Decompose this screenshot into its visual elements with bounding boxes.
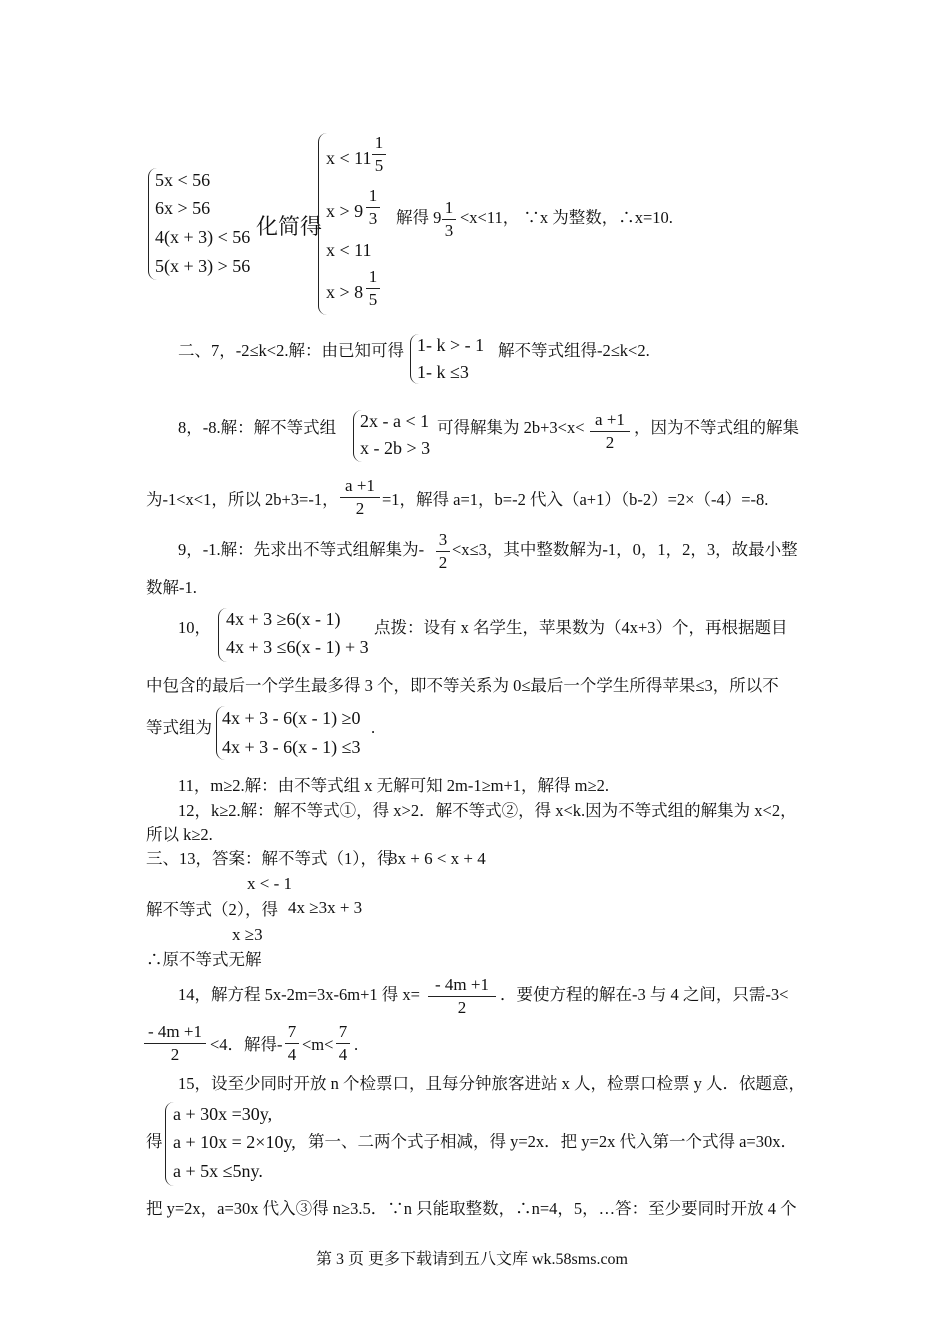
q7-after: 解不等式组得-2≤k<2. <box>498 341 650 360</box>
solve-text: <x<11， ∵x 为整数，∴x=10. <box>460 208 673 227</box>
page-footer: 第 3 页 更多下载请到五八文库 wk.58sms.com <box>316 1251 629 1268</box>
q9-post: <x≤3，其中整数解为-1，0，1，2，3，故最小整 <box>452 540 798 559</box>
q10-line3: 等式组为 <box>146 718 212 737</box>
mixed-fraction: 1 5 <box>372 133 386 176</box>
q14-line2c: . <box>354 1035 359 1054</box>
eq-line: a + 10x = 2×10y, <box>173 1132 296 1152</box>
fraction: 7 4 <box>336 1022 350 1065</box>
q15-de: 得 <box>146 1132 163 1151</box>
eq-line: 4x + 3 - 6(x - 1) ≥0 <box>222 708 361 728</box>
q14-line2: <4．解得- <box>210 1035 283 1054</box>
q14-post: ．要使方程的解在-3 与 4 之间，只需-3< <box>500 985 789 1004</box>
q8-line2: 为-1<x<1，所以 2b+3=-1， <box>146 490 339 509</box>
eq-line: 3x + 6 < x + 4 <box>389 849 486 868</box>
fraction: 7 4 <box>285 1022 299 1065</box>
eq-line: x - 2b > 3 <box>360 438 431 458</box>
q14-text: 14，解方程 5x-2m=3x-6m+1 得 x= <box>178 985 420 1004</box>
eq-line: x > 8 <box>326 282 364 302</box>
eq-line: a + 30x =30y, <box>173 1104 273 1124</box>
simplify-label: 化简得 <box>256 215 323 240</box>
mixed-fraction: 1 3 <box>366 186 380 229</box>
eq-line: x > 9 <box>326 201 364 221</box>
eq-line: 4x ≥3x + 3 <box>288 898 363 917</box>
q8-mid: 可得解集为 2b+3<x< <box>437 418 585 437</box>
q15-after: 第一、二两个式子相减，得 y=2x．把 y=2x 代入第一个式得 a=30x． <box>308 1132 797 1151</box>
eq-line: 5(x + 3) > 56 <box>155 256 251 276</box>
eq-line: 1- k > - 1 <box>417 335 485 355</box>
eq-line: x < 11 <box>326 148 372 168</box>
fraction: - 4m +1 2 <box>428 975 496 1018</box>
eq-line: a + 5x ≤5ny. <box>173 1161 263 1181</box>
fraction: 1 3 <box>442 198 456 241</box>
eq-line: 4(x + 3) < 56 <box>155 227 251 247</box>
q14-line2b: <m< <box>302 1035 334 1054</box>
solve-text: 解得 9 <box>396 208 442 227</box>
eq-line: 4x + 3 ≤6(x - 1) + 3 <box>226 637 369 657</box>
eq-line: x < 11 <box>326 240 372 260</box>
q8-text: 8，-8.解：解不等式组 <box>178 418 337 437</box>
fraction: - 4m +1 2 <box>144 1022 206 1065</box>
eq-line: 4x + 3 ≥6(x - 1) <box>226 609 341 629</box>
q13-line1: 三、13，答案：解不等式（1），得 <box>146 849 394 868</box>
fraction: a +1 2 <box>340 476 380 519</box>
fraction: a +1 2 <box>590 410 630 453</box>
eq-line: 1- k ≤3 <box>417 362 469 382</box>
q10-line3-post: . <box>371 718 376 737</box>
q10-line2: 中包含的最后一个学生最多得 3 个，即不等关系为 0≤最后一个学生所得苹果≤3，所以不 <box>146 676 779 695</box>
q9-text: 9，-1.解：先求出不等式组解集为- <box>178 540 425 559</box>
q7-text: 二、7，-2≤k<2.解：由已知可得 <box>178 341 404 360</box>
q10-post: 点拨：设有 x 名学生，苹果数为（4x+3）个，再根据题目 <box>374 618 788 637</box>
eq-line: x ≥3 <box>232 925 263 944</box>
q13-line3: ∴原不等式无解 <box>146 950 262 969</box>
q10-label: 10， <box>178 618 211 637</box>
q15-line1: 15，设至少同时开放 n 个检票口，且每分钟旅客进站 x 人，检票口检票 y 人．依题意， <box>178 1074 805 1093</box>
q12-line2: 所以 k≥2. <box>146 825 213 844</box>
q12-line1: 12，k≥2.解：解不等式①，得 x>2．解不等式②，得 x<k.因为不等式组的解集为 x<2， <box>178 801 797 820</box>
q13-line2: 解不等式（2），得 <box>146 900 278 919</box>
eq-line: 4x + 3 - 6(x - 1) ≤3 <box>222 737 361 757</box>
eq-line: 5x < 56 <box>155 170 211 190</box>
eq-line: x < - 1 <box>247 874 292 893</box>
q9-line2: 数解-1. <box>146 578 197 597</box>
eq-line: 2x - a < 1 <box>360 411 430 431</box>
fraction: 3 2 <box>436 530 450 573</box>
mixed-fraction: 1 5 <box>366 267 380 310</box>
q11-text: 11，m≥2.解：由不等式组 x 无解可知 2m-1≥m+1，解得 m≥2. <box>178 776 609 795</box>
q15-last: 把 y=2x，a=30x 代入③得 n≥3.5．∵n 只能取整数，∴n=4，5，…答：至少要同时开放 4 个 <box>146 1199 797 1218</box>
q8-end: ，因为不等式组的解集 <box>634 418 799 437</box>
q8-line2-post: =1，解得 a=1，b=-2 代入（a+1）（b-2）=2×（-4）=-8. <box>382 490 769 509</box>
eq-line: 6x > 56 <box>155 198 211 218</box>
